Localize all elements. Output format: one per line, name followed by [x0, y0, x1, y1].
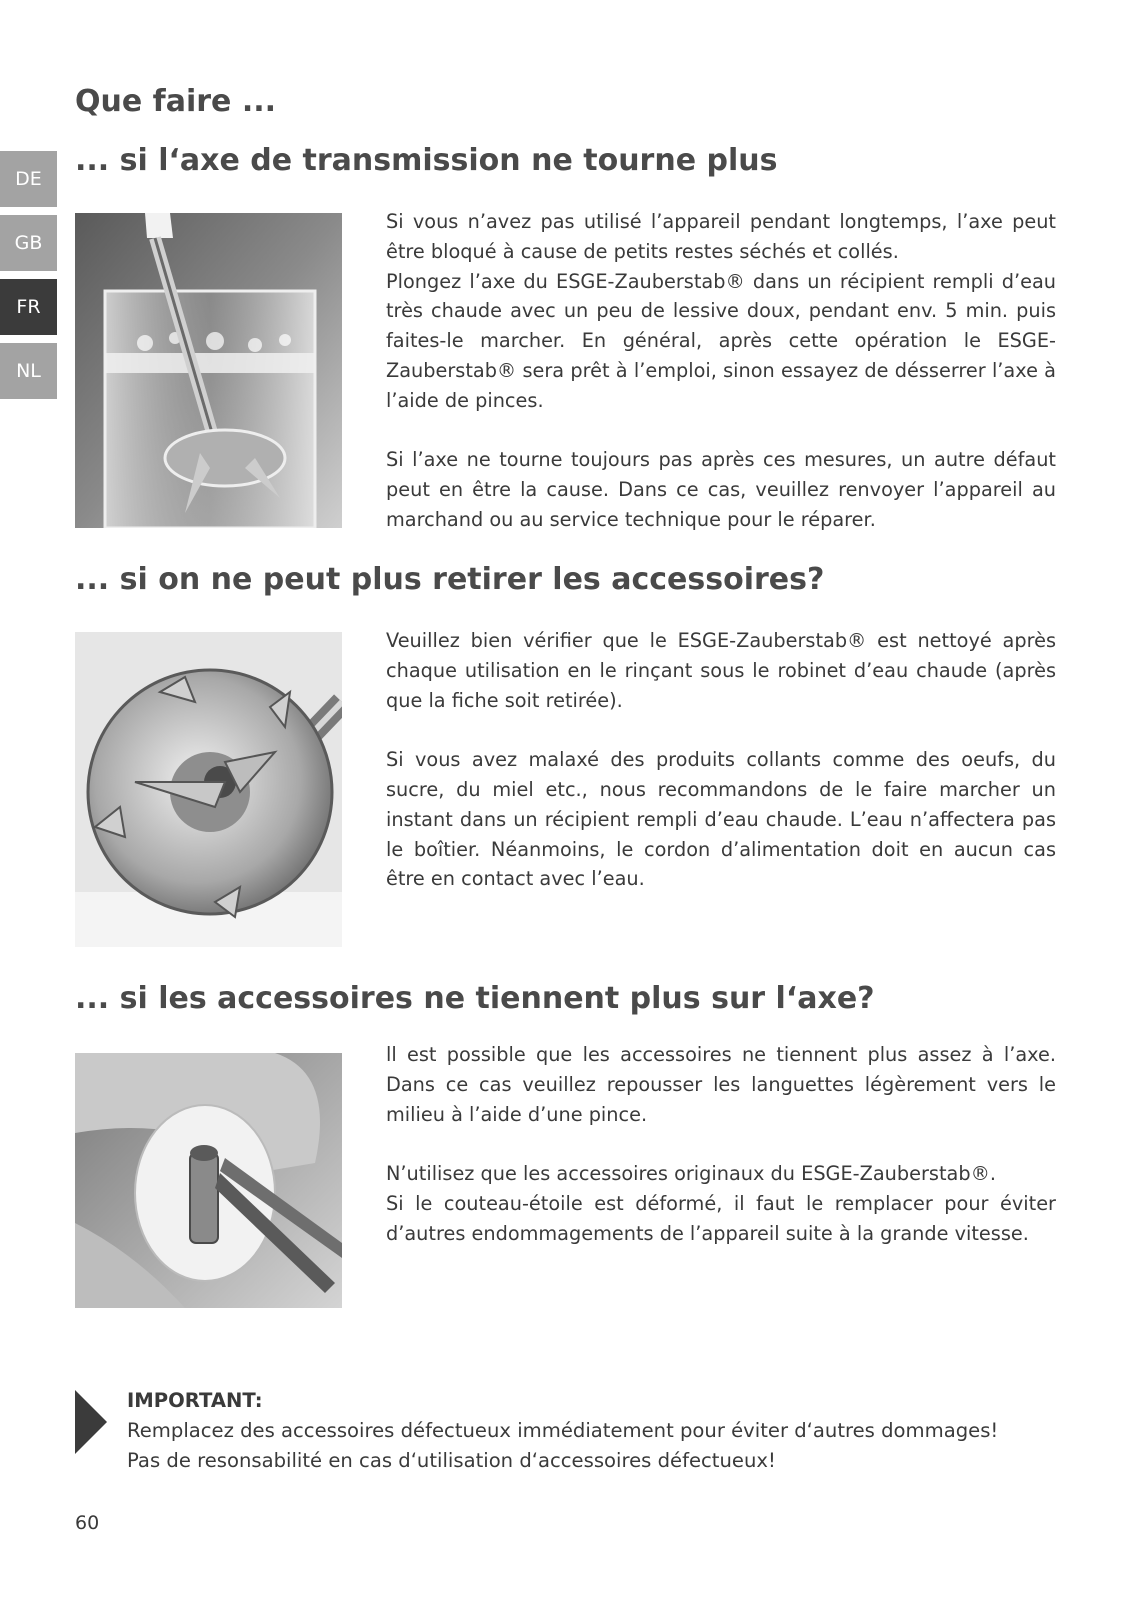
page-title: Que faire ...: [75, 84, 277, 119]
language-tab-label: FR: [16, 296, 41, 318]
language-tab-label: DE: [15, 168, 42, 190]
paragraph: Si vous avez malaxé des produits collants comme des oeufs, du sucre, du miel etc., nous recommandons de le faire marcher un instant dans un récipient rempli d’eau chaude. L’eau n’affectera pas le boîtier. Néanmoins, le cordon d’alimentation doit en aucun cas être en contact avec l’eau.: [386, 748, 1056, 891]
language-tab-label: NL: [16, 360, 41, 382]
section-heading-cannot-remove-accessories: ... si on ne peut plus retirer les accessoires?: [75, 562, 825, 597]
important-line: Remplacez des accessoires défectueux immédiatement pour éviter d‘autres dommages!: [127, 1419, 999, 1442]
paragraph: N’utilisez que les accessoires originaux du ESGE-Zauberstab®.: [386, 1162, 996, 1186]
paragraph: Veuillez bien vérifier que le ESGE-Zauberstab® est nettoyé après chaque utilisation en le rinçant sous le robinet d’eau chaude (après que la fiche soit retirée).: [386, 629, 1056, 712]
language-tab-nl[interactable]: [0, 343, 57, 399]
page-number: 60: [75, 1512, 100, 1534]
language-tab-gb[interactable]: [0, 215, 57, 271]
photo-pliers-on-accessory: [75, 1053, 342, 1308]
section-text-accessories-not-holding: [386, 1040, 1056, 1249]
photo-star-blade: [75, 632, 342, 947]
section-heading-accessories-not-holding: ... si les accessoires ne tiennent plus sur l‘axe?: [75, 981, 875, 1016]
important-title: IMPORTANT:: [127, 1389, 263, 1412]
arrow-right-icon: [75, 1390, 107, 1454]
section-text-shaft-not-turning: [386, 207, 1056, 535]
section-heading-shaft-not-turning: ... si l‘axe de transmission ne tourne plus: [75, 143, 778, 178]
paragraph: Plongez l’axe du ESGE-Zauberstab® dans un récipient rempli d’eau très chaude avec un peu de lessive doux, pendant env. 5 min. puis faites-le marcher. En général, après cette opération le ESGE-Zauberstab® sera prêt à l’emploi, sinon essayez de désserrer l’axe à l’aide de pinces.: [386, 269, 1056, 412]
language-tab-fr[interactable]: [0, 279, 57, 335]
important-line: Pas de resonsabilité en cas d‘utilisation d‘accessoires défectueux!: [127, 1449, 776, 1472]
language-tab-de[interactable]: [0, 151, 57, 207]
paragraph: ll est possible que les accessoires ne tiennent plus assez à l’axe. Dans ce cas veuillez repousser les languettes légèrement vers le milieu à l’aide d’une pince.: [386, 1043, 1056, 1126]
paragraph: Si l’axe ne tourne toujours pas après ces mesures, un autre défaut peut en être la cause. Dans ce cas, veuillez renvoyer l’appareil au marchand ou au service technique pour le réparer.: [386, 448, 1056, 531]
paragraph: Si vous n’avez pas utilisé l’appareil pendant longtemps, l’axe peut être bloqué à cause de petits restes séchés et collés.: [386, 210, 1056, 263]
section-text-cannot-remove-accessories: [386, 626, 1056, 894]
important-notice: [75, 1390, 1075, 1500]
paragraph: Si le couteau-étoile est déformé, il faut le remplacer pour éviter d’autres endommagements de l’appareil suite à la grande vitesse.: [386, 1191, 1056, 1245]
language-tab-label: GB: [14, 232, 43, 254]
photo-blender-in-water-glass: [75, 213, 342, 528]
